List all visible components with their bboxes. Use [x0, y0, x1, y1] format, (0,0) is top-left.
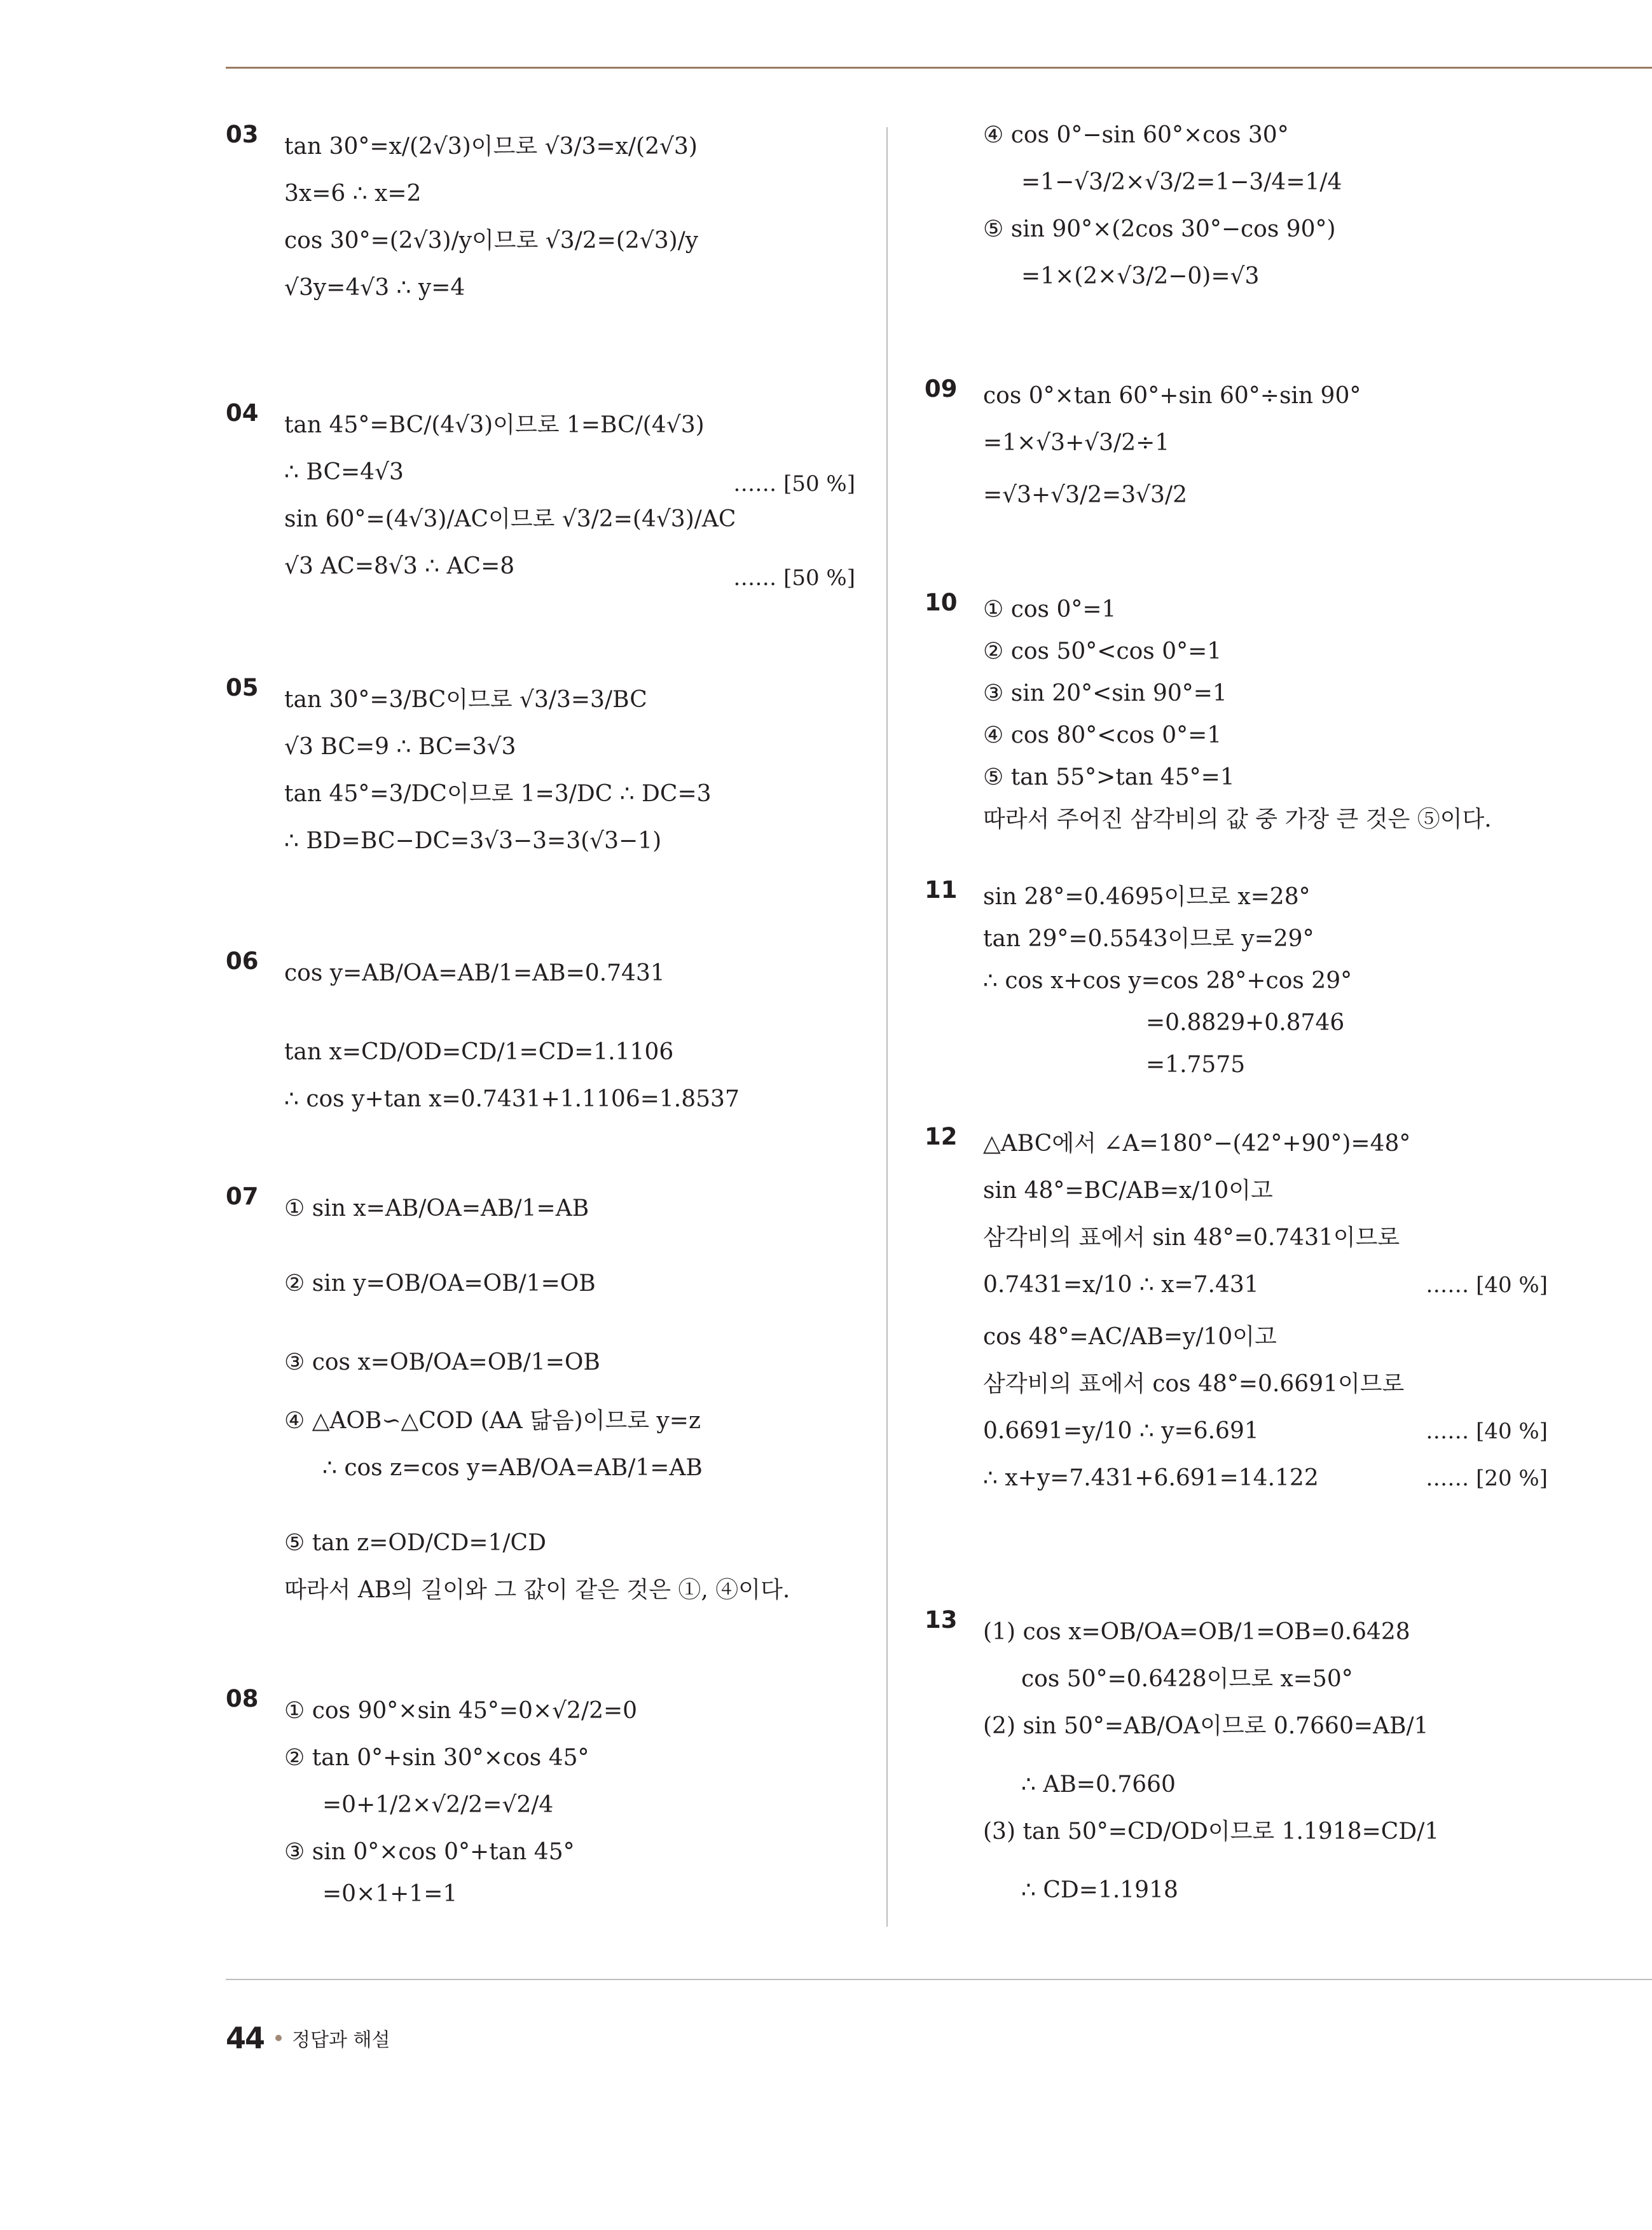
- solution-line: ② sin y=OB/OA=OB/1=OB: [284, 1270, 596, 1297]
- solution-line: ∴ x+y=7.431+6.691=14.122: [983, 1465, 1319, 1491]
- solution-line: ∴ cos y+tan x=0.7431+1.1106=1.8537: [284, 1086, 740, 1112]
- solution-line: cos 48°=AC/AB=y/10이고: [983, 1324, 1277, 1350]
- solution-line: ④ △AOB∽△COD (AA 닮음)이므로 y=z: [284, 1408, 701, 1434]
- solution-line: (3) tan 50°=CD/OD이므로 1.1918=CD/1: [983, 1819, 1440, 1845]
- solution-line: sin 48°=BC/AB=x/10이고: [983, 1178, 1273, 1204]
- solution-line: =√3+√3/2=3√3/2: [983, 482, 1187, 508]
- solution-line: tan 29°=0.5543이므로 y=29°: [983, 926, 1314, 952]
- solution-line: tan 45°=3/DC이므로 1=3/DC ∴ DC=3: [284, 781, 712, 807]
- solution-line: ③ sin 0°×cos 0°+tan 45°: [284, 1839, 575, 1865]
- solution-line: ⑤ tan 55°>tan 45°=1: [983, 764, 1235, 790]
- problem-number: 09: [925, 375, 958, 403]
- solution-line: ④ cos 80°<cos 0°=1: [983, 722, 1222, 748]
- column-divider: [886, 127, 888, 1927]
- solution-line: ⑤ sin 90°×(2cos 30°−cos 90°): [983, 216, 1336, 242]
- score-mark: …… [50 %]: [733, 471, 855, 497]
- solution-line: 삼각비의 표에서 cos 48°=0.6691이므로: [983, 1371, 1405, 1397]
- solution-line: ③ sin 20°<sin 90°=1: [983, 680, 1227, 706]
- solution-line: ∴ CD=1.1918: [1021, 1877, 1178, 1903]
- solution-line: ⑤ tan z=OD/CD=1/CD: [284, 1530, 546, 1556]
- solution-line: =1.7575: [1146, 1052, 1246, 1078]
- solution-line: ∴ BD=BC−DC=3√3−3=3(√3−1): [284, 828, 662, 854]
- solution-line: 삼각비의 표에서 sin 48°=0.7431이므로: [983, 1225, 1400, 1251]
- solution-line: ∴ cos x+cos y=cos 28°+cos 29°: [983, 968, 1353, 994]
- solution-line: √3y=4√3 ∴ y=4: [284, 275, 465, 301]
- solution-line: =1−√3/2×√3/2=1−3/4=1/4: [1021, 169, 1342, 195]
- solution-line: ③ cos x=OB/OA=OB/1=OB: [284, 1349, 600, 1375]
- problem-number: 07: [226, 1183, 259, 1210]
- solution-line: √3 AC=8√3 ∴ AC=8: [284, 553, 515, 579]
- solution-line: ∴ cos z=cos y=AB/OA=AB/1=AB: [322, 1455, 703, 1481]
- solution-line: ② cos 50°<cos 0°=1: [983, 638, 1222, 664]
- solution-line: ① cos 90°×sin 45°=0×√2/2=0: [284, 1698, 638, 1724]
- score-mark: …… [50 %]: [733, 565, 855, 591]
- solution-line: ① sin x=AB/OA=AB/1=AB: [284, 1195, 589, 1222]
- solution-line: ∴ AB=0.7660: [1021, 1772, 1176, 1798]
- bullet-dot-icon: [275, 2035, 282, 2041]
- problem-number: 12: [925, 1123, 958, 1150]
- section-title: 정답과 해설: [292, 2029, 390, 2051]
- solution-line: △ABC에서 ∠A=180°−(42°+90°)=48°: [983, 1131, 1411, 1157]
- solution-line: cos y=AB/OA=AB/1=AB=0.7431: [284, 960, 665, 986]
- solution-line: tan 45°=BC/(4√3)이므로 1=BC/(4√3): [284, 412, 705, 438]
- solution-line: 따라서 주어진 삼각비의 값 중 가장 큰 것은 ⑤이다.: [983, 806, 1492, 832]
- solution-line: sin 60°=(4√3)/AC이므로 √3/2=(4√3)/AC: [284, 506, 736, 532]
- solution-line: 0.7431=x/10 ∴ x=7.431: [983, 1272, 1259, 1298]
- solution-line: tan 30°=x/(2√3)이므로 √3/3=x/(2√3): [284, 134, 698, 160]
- problem-number: 03: [226, 121, 259, 148]
- solution-line: ② tan 0°+sin 30°×cos 45°: [284, 1745, 589, 1771]
- score-mark: …… [40 %]: [1426, 1272, 1548, 1298]
- solution-line: =0.8829+0.8746: [1146, 1010, 1345, 1036]
- solution-line: cos 30°=(2√3)/y이므로 √3/2=(2√3)/y: [284, 228, 699, 254]
- solution-line: ∴ BC=4√3: [284, 459, 404, 485]
- score-mark: …… [20 %]: [1426, 1466, 1548, 1491]
- solution-line: =1×(2×√3/2−0)=√3: [1021, 263, 1260, 289]
- solution-line: (1) cos x=OB/OA=OB/1=OB=0.6428: [983, 1619, 1410, 1645]
- solution-line: =1×√3+√3/2÷1: [983, 430, 1170, 456]
- solution-line: 0.6691=y/10 ∴ y=6.691: [983, 1418, 1259, 1444]
- solution-line: 따라서 AB의 길이와 그 값이 같은 것은 ①, ④이다.: [284, 1577, 790, 1603]
- solution-line: tan 30°=3/BC이므로 √3/3=3/BC: [284, 687, 647, 713]
- solution-line: cos 0°×tan 60°+sin 60°÷sin 90°: [983, 383, 1361, 409]
- solution-line: tan x=CD/OD=CD/1=CD=1.1106: [284, 1039, 674, 1065]
- solution-line: √3 BC=9 ∴ BC=3√3: [284, 734, 516, 760]
- page-number: 44: [226, 2021, 265, 2055]
- problem-number: 04: [226, 399, 259, 427]
- problem-number: 06: [226, 947, 259, 975]
- solution-line: sin 28°=0.4695이므로 x=28°: [983, 884, 1311, 910]
- problem-number: 05: [226, 674, 259, 701]
- solution-line: (2) sin 50°=AB/OA이므로 0.7660=AB/1: [983, 1713, 1429, 1739]
- page-footer: [226, 2016, 390, 2060]
- problem-number: 08: [226, 1685, 259, 1712]
- solution-line: ① cos 0°=1: [983, 596, 1117, 623]
- problem-number: 10: [925, 589, 958, 616]
- problem-number: 11: [925, 876, 958, 904]
- problem-number: 13: [925, 1606, 958, 1634]
- solution-line: =0+1/2×√2/2=√2/4: [322, 1792, 554, 1818]
- solution-line: 3x=6 ∴ x=2: [284, 181, 422, 207]
- solution-line: cos 50°=0.6428이므로 x=50°: [1021, 1666, 1353, 1692]
- top-rule: [226, 67, 1652, 69]
- bottom-rule: [226, 1979, 1652, 1980]
- solution-line: =0×1+1=1: [322, 1881, 458, 1907]
- score-mark: …… [40 %]: [1426, 1419, 1548, 1444]
- solution-line: ④ cos 0°−sin 60°×cos 30°: [983, 122, 1289, 148]
